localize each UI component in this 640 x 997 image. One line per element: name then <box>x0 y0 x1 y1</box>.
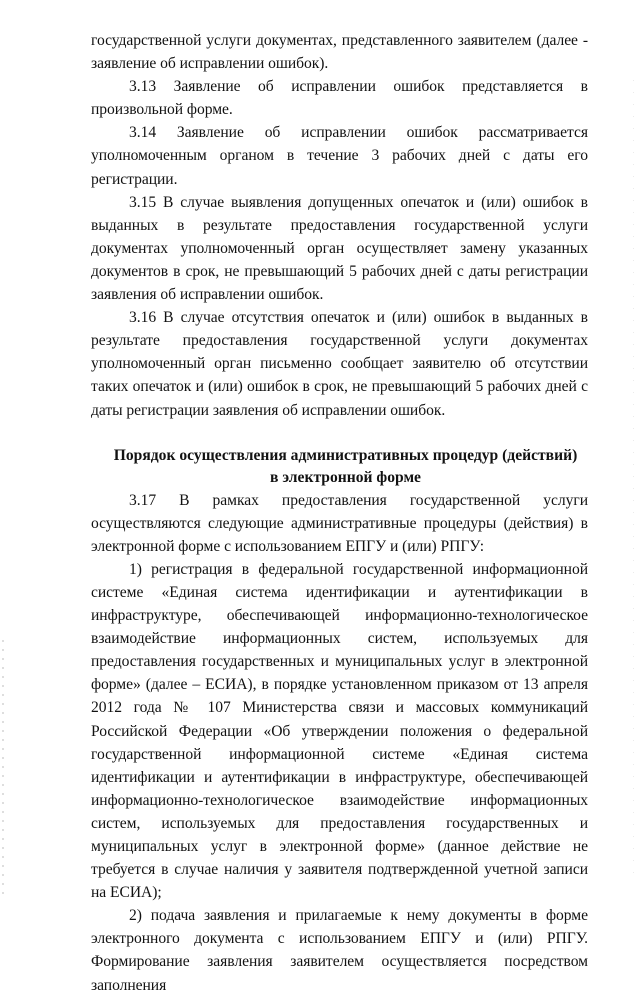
section-heading-line-1: Порядок осуществления административных процедур (действий) <box>113 446 578 464</box>
paragraph-3-17: 3.17 В рамках предоставления государственной услуги осуществляются следующие административные процедуры (действия) в электронной форме с использованием ЕПГУ и (или) РПГУ: <box>91 491 588 555</box>
section-heading-line-2: в электронной форме <box>270 468 421 486</box>
section-spacer <box>91 422 588 445</box>
section-heading <box>91 445 588 489</box>
paragraph-3-13: 3.13 Заявление об исправлении ошибок представляется в произвольной форме. <box>91 78 588 119</box>
scan-artifact-left <box>2 640 4 900</box>
paragraph-3-16: 3.16 В случае отсутствия опечаток и (или) ошибок в выданных в результате предоставления государственной услуги документах уполномоченный орган письменно сообщает заявителю об отсутствии таких опечаток и (или) ошибок в срок, не превышающий 5 рабочих дней с даты регистрации заявления об исправлении ошибок. <box>91 309 588 419</box>
scan-artifact-right <box>633 80 634 880</box>
paragraph-continuation: государственной услуги документах, представленного заявителем (далее - заявление об исправлении ошибок). <box>91 32 588 73</box>
paragraph-3-15: 3.15 В случае выявления допущенных опечаток и (или) ошибок в выданных в результате предоставления государственной услуги документах уполномоченный орган осуществляет замену указанных документов в срок, не превышающий 5 рабочих дней с даты регистрации заявления об исправлении ошибок. <box>91 193 588 304</box>
list-item-1-registration: 1) регистрация в федеральной государственной информационной системе «Единая система идентификации и аутентификации в инфраструктуре, обеспечивающей информационно-технологическое взаимодействие информационных систем, используемых для предоставления государственных и муниципальных услуг в электронной форме» (далее – ЕСИА), в порядке установленном приказом от 13 апреля 2012 года № 107 Министерства связи и массовых коммуникаций Российской Федерации «Об утверждении положения о федеральной государственной информационной системе «Единая система идентификации и аутентификации в инфраструктуре, обеспечивающей информационно-технологическое взаимодействие информационных систем, используемых для предоставления государственных и муниципальных услуг в электронной форме» (данное действие не требуется в случае наличия у заявителя подтвержденной учетной записи на ЕСИА); <box>91 560 588 902</box>
list-item-2-submission: 2) подача заявления и прилагаемые к нему документы в форме электронного документа с использованием ЕПГУ и (или) РПГУ. Формирование заявления заявителем осуществляется посредством заполнения <box>91 907 588 994</box>
paragraph-3-14: 3.14 Заявление об исправлении ошибок рассматривается уполномоченным органом в течение 3 рабочих дней с даты его регистрации. <box>91 124 588 188</box>
